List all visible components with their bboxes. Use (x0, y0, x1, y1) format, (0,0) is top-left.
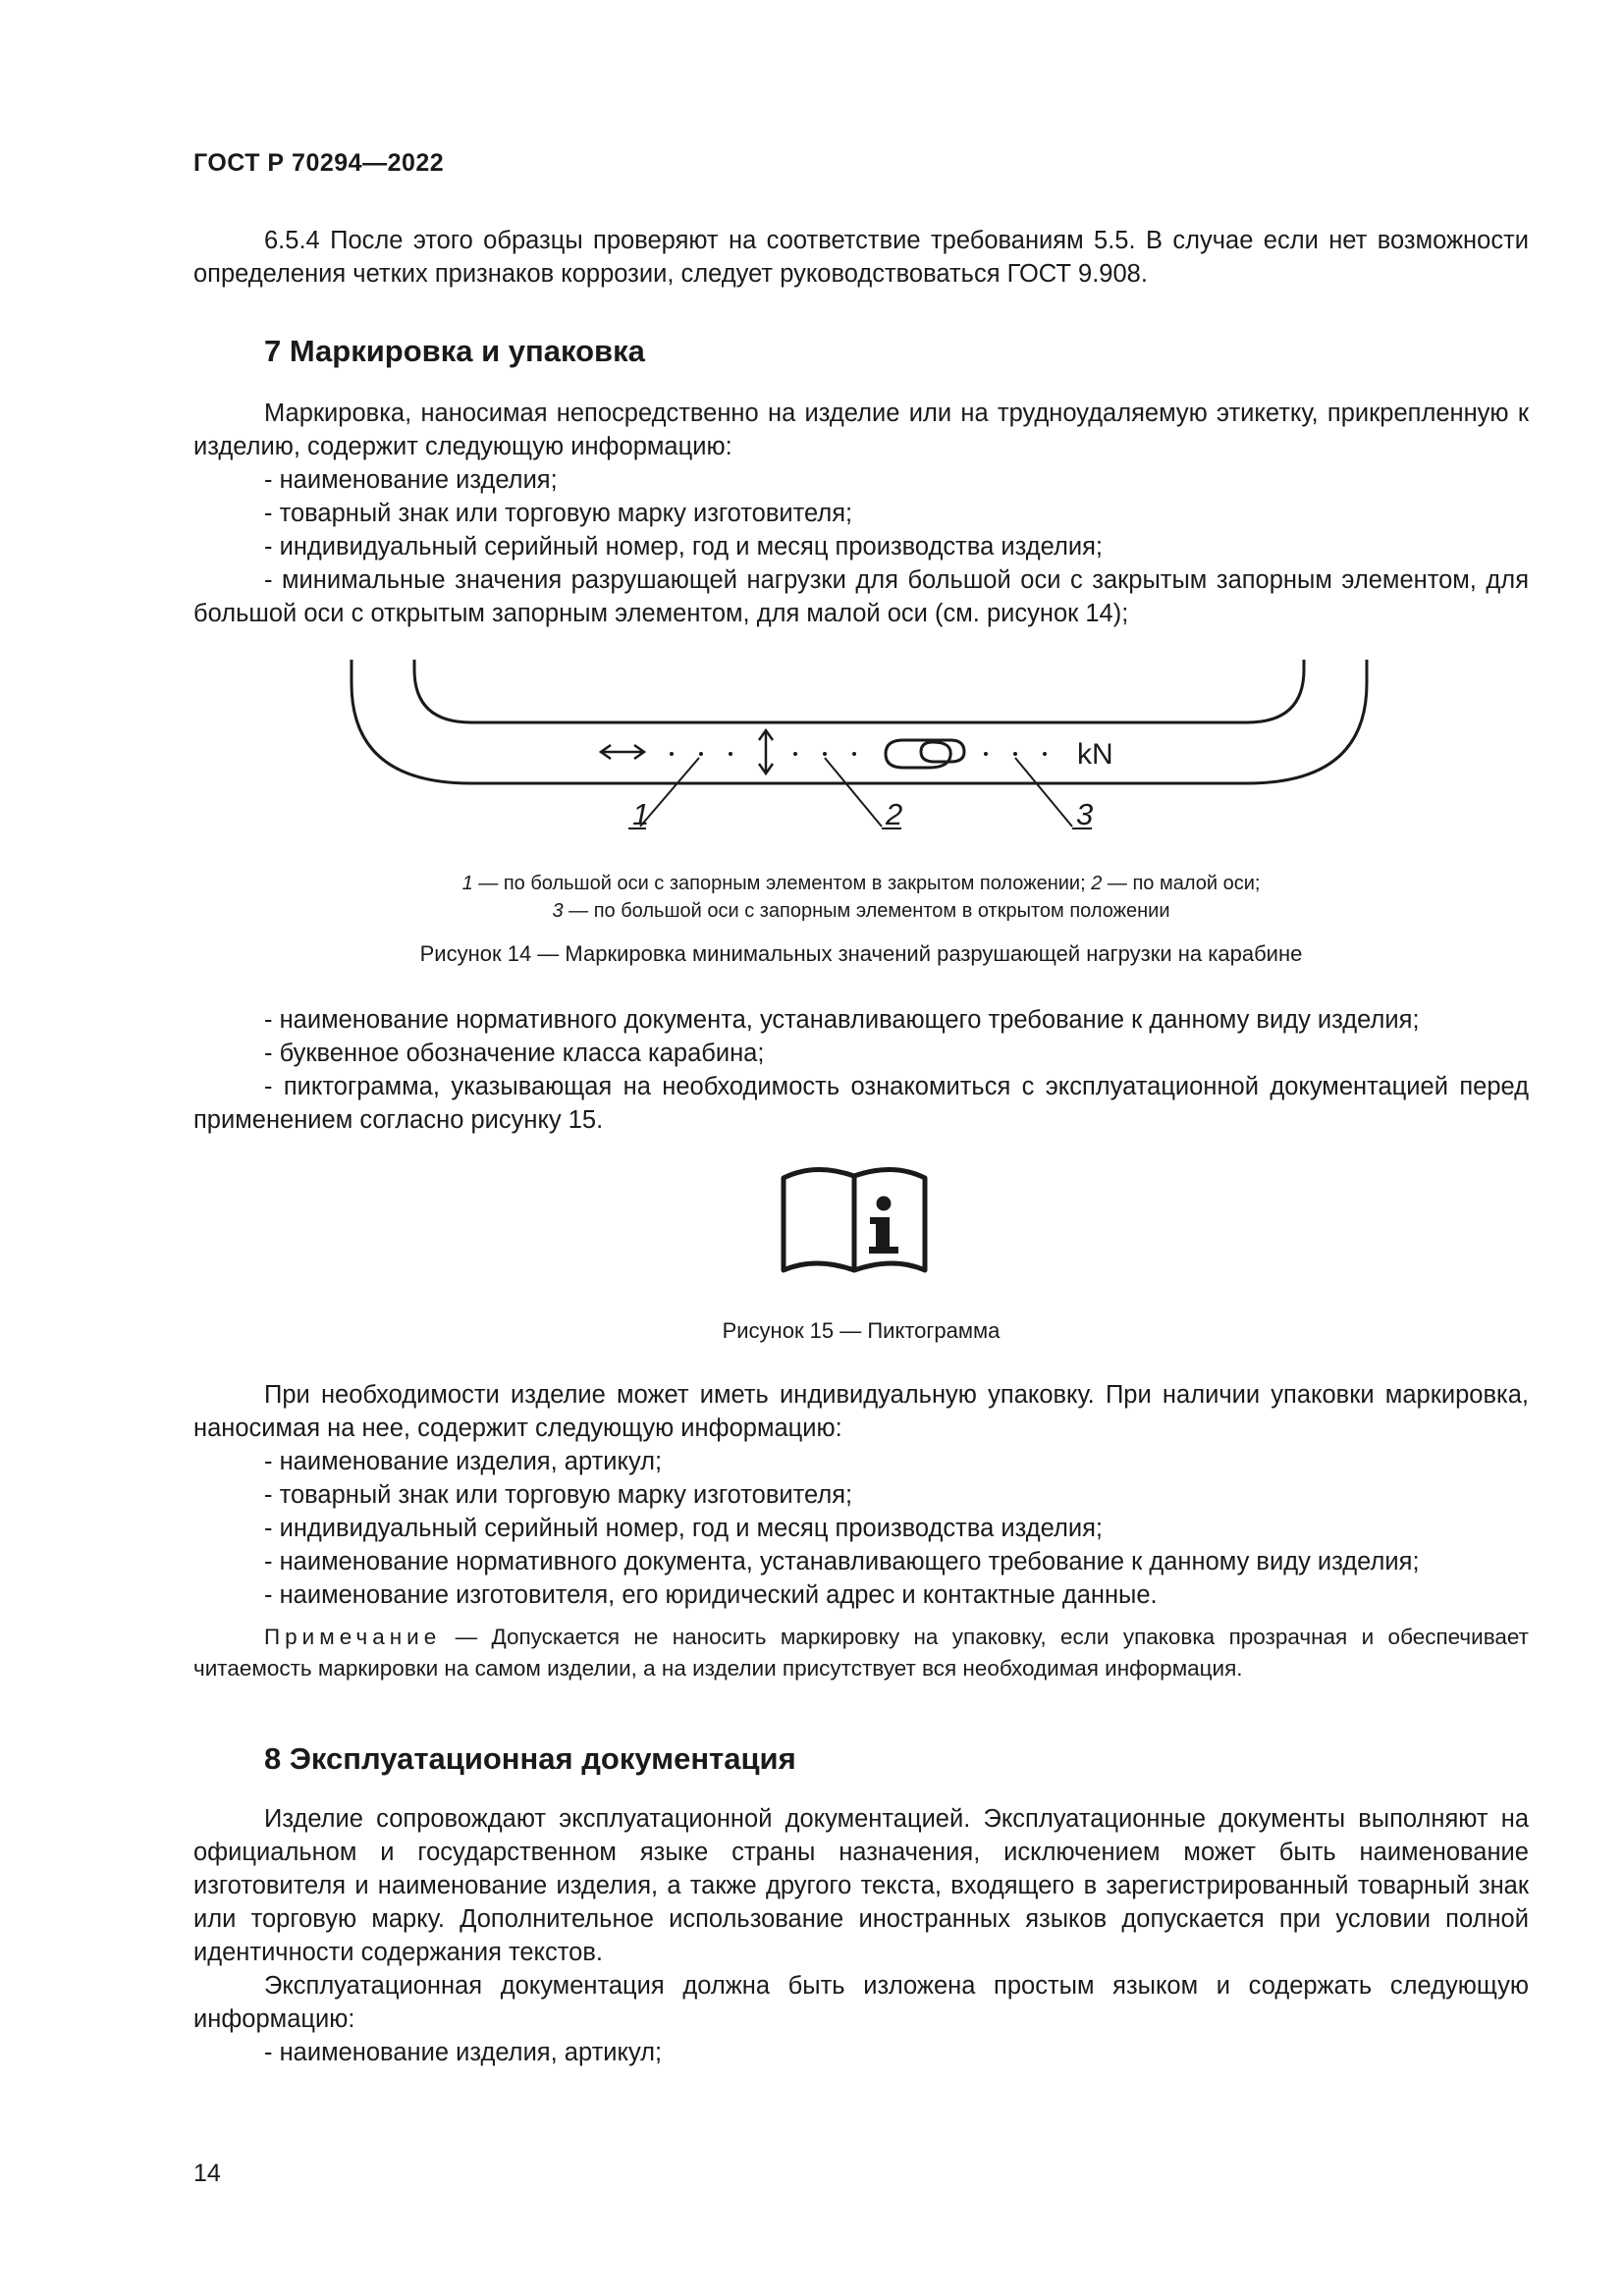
list-item: - пиктограмма, указывающая на необходимость ознакомиться с эксплуатационной документацией перед применением согласно рисунку 15. (193, 1073, 1529, 1134)
packaging-block (193, 1378, 1529, 1612)
dots-group-2 (793, 752, 856, 756)
callout-2: 2 (886, 797, 903, 831)
document-code-header: ГОСТ Р 70294—2022 (193, 149, 445, 177)
legend-text: — по большой оси с запорным элементом в закрытом положении; (472, 873, 1092, 894)
legend-number: 1 (461, 873, 473, 894)
list-item: - индивидуальный серийный номер, год и месяц производства изделия; (264, 533, 1103, 561)
horizontal-arrow-icon (601, 745, 644, 759)
section-8-heading: 8 Эксплуатационная документация (264, 1741, 796, 1776)
section-7-list-2 (193, 1003, 1529, 1137)
list-item: - наименование нормативного документа, устанавливающего требование к данному виду изделия; (264, 1006, 1420, 1034)
figure-15-caption: Рисунок 15 — Пиктограмма (722, 1318, 1001, 1343)
legend-number: 3 (552, 900, 564, 922)
figure-14-legend (193, 870, 1529, 925)
figure-14-carabiner-drawing (334, 648, 1394, 844)
callout-1: 1 (632, 797, 650, 831)
list-item: - буквенное обозначение класса карабина; (264, 1040, 765, 1067)
list-item: - наименование изделия, артикул; (264, 1448, 663, 1475)
list-item: - индивидуальный серийный номер, год и месяц производства изделия; (264, 1515, 1103, 1542)
list-item: - минимальные значения разрушающей нагрузки для большой оси с закрытым запорным элементом, для большой оси с открытым запорным элементом, для малой оси (см. рисунок 14); (193, 566, 1529, 627)
packaging-intro: При необходимости изделие может иметь индивидуальную упаковку. При наличии упаковки маркировка, наносимая на нее, содержит следующую информацию: (193, 1381, 1529, 1442)
section-7-heading: 7 Маркировка и упаковка (264, 334, 645, 368)
section-7-intro-block (193, 397, 1529, 630)
section-8-paragraph-2: Эксплуатационная документация должна быть изложена простым языком и содержать следующую информацию: (193, 1972, 1529, 2033)
carabiner-outline-inner (414, 660, 1304, 722)
dots-group-3 (984, 752, 1047, 756)
list-item: - наименование нормативного документа, устанавливающего требование к данному виду изделия; (264, 1548, 1420, 1575)
vertical-arrow-icon (759, 730, 773, 774)
callout-leader-lines (628, 758, 1092, 828)
dots-group-1 (670, 752, 732, 756)
gate-open-icon (886, 740, 964, 768)
legend-text: — по большой оси с запорным элементом в открытом положении (563, 900, 1170, 922)
legend-number: 2 (1091, 873, 1103, 894)
callout-3: 3 (1076, 797, 1094, 831)
unit-label: kN (1077, 738, 1113, 771)
paragraph-text: 6.5.4 После этого образцы проверяют на соответствие требованиям 5.5. В случае если нет возможности определения четких признаков коррозии, следует руководствоваться ГОСТ 9.908. (193, 227, 1529, 288)
book-info-icon (776, 1160, 933, 1280)
figure-14-caption: Рисунок 14 — Маркировка минимальных значений разрушающей нагрузки на карабине (419, 941, 1303, 966)
page-number: 14 (193, 2160, 221, 2187)
list-item: - наименование изготовителя, его юридический адрес и контактные данные. (264, 1581, 1158, 1609)
paragraph-6-5-4 (193, 224, 1529, 291)
section-8-paragraph-1: Изделие сопровождают эксплуатационной документацией. Эксплуатационные документы выполняют на официальном и государственном языке страны назначения, исключением может быть наименование изготовителя и наименование изделия, а также другого текста, входящего в зарегистрированный товарный знак или торговую марку. Дополнительное использование иностранных языков допускается при условии полной идентичности содержания текстов. (193, 1805, 1529, 1966)
legend-text: — по малой оси; (1102, 873, 1261, 894)
section-8-block (193, 1802, 1529, 2069)
list-item: - товарный знак или торговую марку изготовителя; (264, 500, 853, 527)
list-item: - товарный знак или торговую марку изготовителя; (264, 1481, 853, 1509)
note-text: — Допускается не наносить маркировку на упаковку, если упаковка прозрачная и обеспечивает читаемость маркировки на самом изделии, а на изделии присутствует вся необходимая информация. (193, 1625, 1529, 1681)
packaging-note (193, 1622, 1529, 1684)
section-7-intro: Маркировка, наносимая непосредственно на изделие или на трудноудаляемую этикетку, прикрепленную к изделию, содержит следующую информацию: (193, 400, 1529, 460)
note-label: Примечание (264, 1625, 442, 1649)
list-item: - наименование изделия, артикул; (264, 2039, 663, 2066)
list-item: - наименование изделия; (264, 466, 558, 494)
